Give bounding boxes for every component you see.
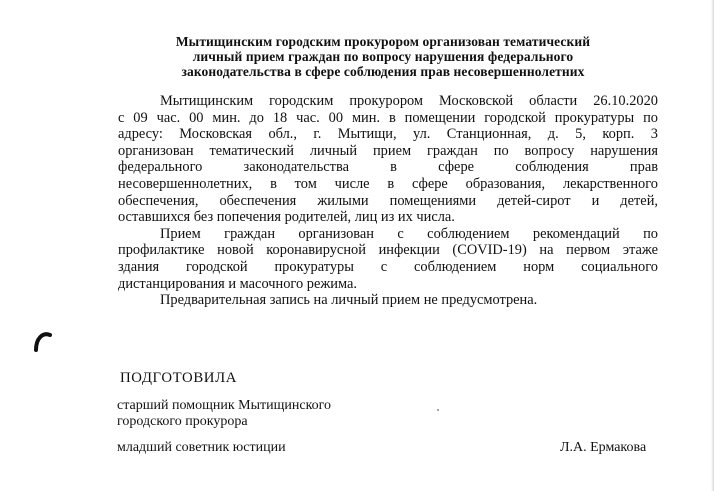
signature-position-line: старший помощник Мытищинского — [117, 398, 332, 413]
paragraph-line: оставшихся без попечения родителей, лиц из их числа. — [118, 209, 455, 226]
scan-artifact-mark — [33, 328, 53, 352]
paragraph-line: федерального законодательства в сфере соблюдения прав — [118, 159, 658, 176]
paragraph-line: Предварительная запись на личный прием не предусмотрена. — [160, 292, 538, 309]
paragraph-line: профилактике новой коронавирусной инфекции (COVID-19) на первом этаже — [118, 242, 658, 259]
paragraph-line: с 09 час. 00 мин. до 18 час. 00 мин. в помещении городской прокуратуры по — [118, 109, 658, 126]
title-line: законодательства в сфере соблюдения прав несовершеннолетних — [181, 64, 585, 79]
paragraph-line: Прием граждан организован с соблюдением рекомендаций по — [160, 225, 658, 242]
signature-heading: ПОДГОТОВИЛА — [120, 370, 238, 386]
title-line: личный прием граждан по вопросу нарушения федерального — [192, 49, 574, 64]
signature-rank: младший советник юстиции — [117, 440, 286, 455]
signature-name: Л.А. Ермакова — [560, 440, 647, 455]
title-line: Мытищинским городским прокурором организован тематический — [175, 34, 591, 49]
paragraph-line: организован тематический личный прием граждан по вопросу нарушения — [118, 142, 658, 159]
signature-position-line: городского прокурора — [117, 414, 248, 429]
signature-position — [117, 398, 331, 430]
document-title — [118, 34, 648, 79]
paragraph-line: несовершеннолетних, в том числе в сфере образования, лекарственного — [118, 175, 658, 192]
paragraph-line: здания городской прокуратуры с соблюдением норм социального — [118, 258, 658, 275]
paragraph-line: адресу: Московская обл., г. Мытищи, ул. Станционная, д. 5, корп. 3 — [118, 126, 658, 143]
scan-speck — [437, 409, 439, 411]
paragraph-line: дистанцирования и масочного режима. — [118, 275, 357, 292]
paragraph-line: обеспечения, обеспечения жилыми помещениями детей-сирот и детей, — [118, 192, 658, 209]
document-body — [118, 93, 658, 309]
paragraph-line: Мытищинским городским прокурором Московской области 26.10.2020 — [160, 93, 658, 109]
